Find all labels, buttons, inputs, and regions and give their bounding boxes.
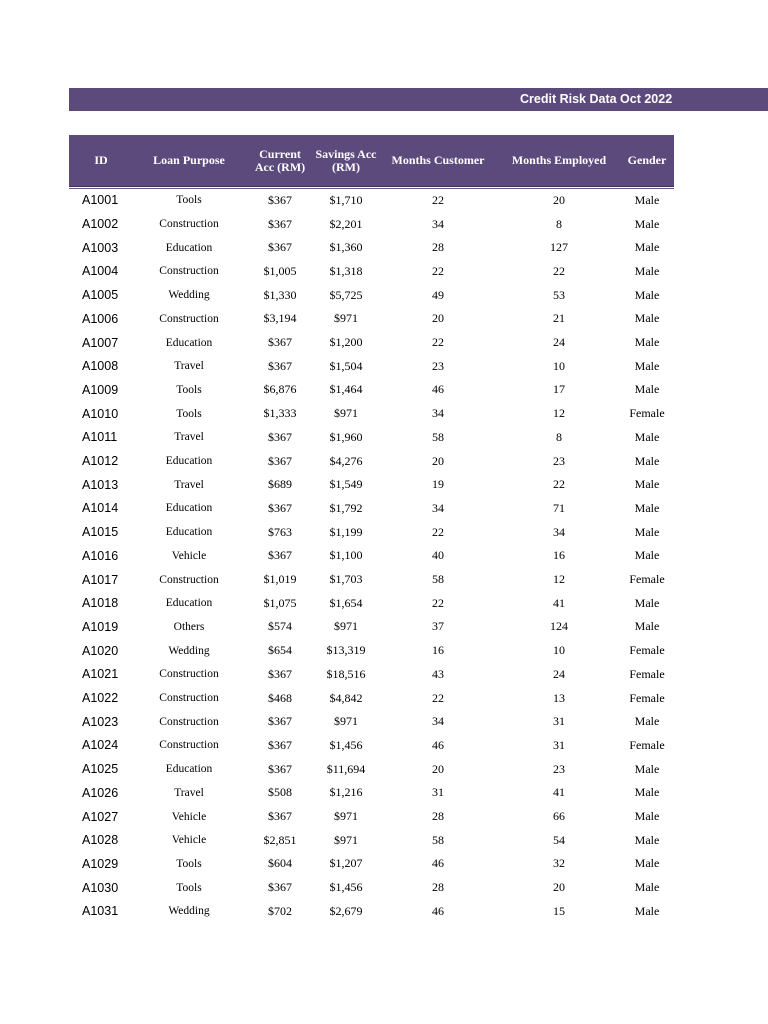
cell-months-customer: 16 xyxy=(432,643,444,658)
cell-gender: Male xyxy=(634,903,660,918)
cell-loan-purpose: Travel xyxy=(174,478,204,491)
cell-months-customer: 28 xyxy=(432,240,444,255)
table-row[interactable] xyxy=(69,591,674,615)
cell-current-acc: $367 xyxy=(268,453,292,468)
cell-months-employed: 22 xyxy=(553,477,565,492)
cell-id: A1024 xyxy=(82,738,119,753)
cell-months-customer: 46 xyxy=(432,382,444,397)
cell-current-acc: $468 xyxy=(268,690,292,705)
cell-current-acc: $1,333 xyxy=(263,406,297,421)
cell-months-employed: 31 xyxy=(553,737,565,752)
cell-gender: Male xyxy=(634,382,660,397)
cell-savings-acc: $971 xyxy=(334,809,358,824)
cell-months-employed: 20 xyxy=(553,192,565,207)
column-header-gender[interactable]: Gender xyxy=(627,153,667,167)
cell-loan-purpose: Construction xyxy=(159,312,219,325)
cell-months-customer: 46 xyxy=(432,737,444,752)
column-header-id[interactable]: ID xyxy=(94,153,108,167)
cell-months-employed: 8 xyxy=(556,429,562,444)
cell-loan-purpose: Construction xyxy=(159,739,219,752)
cell-months-customer: 46 xyxy=(432,903,444,918)
cell-loan-purpose: Vehicle xyxy=(171,834,207,847)
cell-savings-acc: $1,216 xyxy=(329,785,363,800)
cell-months-employed: 34 xyxy=(553,524,565,539)
title-bar xyxy=(69,88,768,111)
cell-months-employed: 41 xyxy=(553,785,565,800)
cell-current-acc: $508 xyxy=(268,785,292,800)
cell-gender: Male xyxy=(634,500,660,515)
cell-loan-purpose: Construction xyxy=(159,715,219,728)
cell-months-employed: 41 xyxy=(553,595,565,610)
cell-savings-acc: $1,710 xyxy=(329,192,363,207)
cell-savings-acc: $1,200 xyxy=(329,335,363,350)
cell-current-acc: $367 xyxy=(268,216,292,231)
cell-months-customer: 58 xyxy=(432,429,444,444)
cell-loan-purpose: Construction xyxy=(159,265,219,278)
cell-loan-purpose: Wedding xyxy=(168,644,210,657)
cell-savings-acc: $971 xyxy=(334,832,358,847)
cell-months-employed: 54 xyxy=(553,832,565,847)
cell-months-employed: 23 xyxy=(553,761,565,776)
cell-id: A1019 xyxy=(82,619,119,634)
cell-loan-purpose: Education xyxy=(165,597,213,610)
cell-current-acc: $367 xyxy=(268,761,292,776)
cell-id: A1001 xyxy=(82,193,119,208)
cell-current-acc: $367 xyxy=(268,240,292,255)
cell-months-customer: 20 xyxy=(432,311,444,326)
cell-current-acc: $1,019 xyxy=(263,572,297,587)
table-row[interactable] xyxy=(69,781,674,805)
cell-current-acc: $702 xyxy=(268,903,292,918)
cell-loan-purpose: Education xyxy=(165,241,213,254)
cell-loan-purpose: Education xyxy=(165,526,213,539)
cell-savings-acc: $1,456 xyxy=(329,880,363,895)
cell-months-employed: 71 xyxy=(553,500,565,515)
cell-current-acc: $763 xyxy=(268,524,292,539)
cell-months-customer: 31 xyxy=(432,785,444,800)
cell-id: A1007 xyxy=(82,335,119,350)
cell-current-acc: $3,194 xyxy=(263,311,297,326)
cell-savings-acc: $971 xyxy=(334,406,358,421)
cell-savings-acc: $1,960 xyxy=(329,429,363,444)
cell-months-employed: 124 xyxy=(550,619,568,634)
table-row[interactable] xyxy=(69,497,674,521)
cell-id: A1026 xyxy=(82,785,119,800)
cell-current-acc: $367 xyxy=(268,666,292,681)
cell-months-customer: 43 xyxy=(432,666,444,681)
cell-savings-acc: $1,792 xyxy=(329,500,363,515)
cell-current-acc: $367 xyxy=(268,737,292,752)
cell-gender: Female xyxy=(629,572,665,587)
cell-id: A1029 xyxy=(82,856,119,871)
cell-current-acc: $1,005 xyxy=(263,263,297,278)
cell-gender: Male xyxy=(634,216,660,231)
table-row[interactable] xyxy=(69,828,674,852)
table-row[interactable] xyxy=(69,283,674,307)
cell-gender: Male xyxy=(634,856,660,871)
cell-loan-purpose: Education xyxy=(165,502,213,515)
cell-gender: Female xyxy=(629,643,665,658)
cell-months-employed: 22 xyxy=(553,263,565,278)
cell-loan-purpose: Tools xyxy=(176,383,202,396)
cell-loan-purpose: Wedding xyxy=(168,905,210,918)
cell-savings-acc: $4,842 xyxy=(329,690,363,705)
cell-months-customer: 22 xyxy=(432,690,444,705)
cell-months-customer: 22 xyxy=(432,263,444,278)
cell-id: A1012 xyxy=(82,454,119,469)
cell-months-customer: 22 xyxy=(432,192,444,207)
cell-months-employed: 31 xyxy=(553,714,565,729)
cell-current-acc: $2,851 xyxy=(263,832,297,847)
cell-id: A1028 xyxy=(82,833,119,848)
cell-gender: Male xyxy=(634,880,660,895)
cell-gender: Male xyxy=(634,453,660,468)
cell-id: A1022 xyxy=(82,691,119,706)
cell-gender: Male xyxy=(634,287,660,302)
cell-loan-purpose: Travel xyxy=(174,360,204,373)
cell-gender: Male xyxy=(634,429,660,444)
cell-gender: Male xyxy=(634,785,660,800)
cell-id: A1025 xyxy=(82,762,119,777)
cell-id: A1010 xyxy=(82,406,119,421)
cell-months-customer: 49 xyxy=(432,287,444,302)
cell-loan-purpose: Vehicle xyxy=(171,549,207,562)
cell-id: A1031 xyxy=(82,904,119,919)
cell-months-employed: 17 xyxy=(553,382,565,397)
cell-loan-purpose: Education xyxy=(165,336,213,349)
cell-gender: Female xyxy=(629,406,665,421)
cell-gender: Male xyxy=(634,335,660,350)
cell-savings-acc: $13,319 xyxy=(326,643,366,658)
cell-months-customer: 19 xyxy=(432,477,444,492)
table-row[interactable] xyxy=(69,307,674,331)
cell-id: A1016 xyxy=(82,548,119,563)
cell-months-customer: 46 xyxy=(432,856,444,871)
cell-months-customer: 58 xyxy=(432,572,444,587)
cell-current-acc: $6,876 xyxy=(263,382,297,397)
column-header-months-customer[interactable]: Months Customer xyxy=(391,153,485,167)
cell-loan-purpose: Construction xyxy=(159,668,219,681)
cell-months-employed: 15 xyxy=(553,903,565,918)
cell-gender: Male xyxy=(634,832,660,847)
cell-loan-purpose: Tools xyxy=(176,881,202,894)
cell-months-customer: 20 xyxy=(432,761,444,776)
cell-months-customer: 22 xyxy=(432,524,444,539)
cell-savings-acc: $1,504 xyxy=(329,358,363,373)
table-row[interactable] xyxy=(69,236,674,260)
cell-months-customer: 20 xyxy=(432,453,444,468)
cell-months-employed: 24 xyxy=(553,666,565,681)
cell-current-acc: $367 xyxy=(268,192,292,207)
table-row[interactable] xyxy=(69,734,674,758)
cell-loan-purpose: Travel xyxy=(174,431,204,444)
cell-gender: Male xyxy=(634,761,660,776)
cell-months-customer: 34 xyxy=(432,216,444,231)
cell-id: A1003 xyxy=(82,240,119,255)
cell-loan-purpose: Education xyxy=(165,763,213,776)
cell-months-employed: 10 xyxy=(553,643,565,658)
table-row[interactable] xyxy=(69,473,674,497)
cell-id: A1006 xyxy=(82,311,119,326)
table-row[interactable] xyxy=(69,900,674,924)
cell-gender: Male xyxy=(634,714,660,729)
table-row[interactable] xyxy=(69,639,674,663)
table-row[interactable] xyxy=(69,663,674,687)
cell-loan-purpose: Others xyxy=(173,620,205,633)
cell-months-customer: 22 xyxy=(432,335,444,350)
cell-savings-acc: $5,725 xyxy=(329,287,363,302)
cell-id: A1027 xyxy=(82,809,119,824)
cell-savings-acc: $1,207 xyxy=(329,856,363,871)
cell-savings-acc: $2,679 xyxy=(329,903,363,918)
cell-months-employed: 12 xyxy=(553,572,565,587)
cell-months-employed: 127 xyxy=(550,240,568,255)
cell-id: A1018 xyxy=(82,596,119,611)
table-row[interactable] xyxy=(69,876,674,900)
cell-savings-acc: $971 xyxy=(334,311,358,326)
cell-current-acc: $367 xyxy=(268,714,292,729)
cell-id: A1023 xyxy=(82,714,119,729)
cell-loan-purpose: Tools xyxy=(176,857,202,870)
cell-current-acc: $367 xyxy=(268,548,292,563)
cell-savings-acc: $1,360 xyxy=(329,240,363,255)
cell-current-acc: $367 xyxy=(268,880,292,895)
cell-months-customer: 37 xyxy=(432,619,444,634)
cell-months-customer: 34 xyxy=(432,406,444,421)
cell-months-employed: 16 xyxy=(553,548,565,563)
cell-loan-purpose: Tools xyxy=(176,194,202,207)
cell-savings-acc: $1,199 xyxy=(329,524,363,539)
cell-id: A1004 xyxy=(82,264,119,279)
cell-loan-purpose: Education xyxy=(165,455,213,468)
cell-current-acc: $654 xyxy=(268,643,292,658)
cell-loan-purpose: Construction xyxy=(159,573,219,586)
cell-gender: Male xyxy=(634,595,660,610)
cell-months-employed: 66 xyxy=(553,809,565,824)
table-row[interactable] xyxy=(69,212,674,236)
cell-savings-acc: $971 xyxy=(334,714,358,729)
cell-gender: Male xyxy=(634,619,660,634)
cell-current-acc: $367 xyxy=(268,429,292,444)
cell-loan-purpose: Wedding xyxy=(168,289,210,302)
cell-gender: Male xyxy=(634,192,660,207)
cell-savings-acc: $1,456 xyxy=(329,737,363,752)
cell-savings-acc: $1,464 xyxy=(329,382,363,397)
table-row[interactable] xyxy=(69,449,674,473)
cell-savings-acc: $2,201 xyxy=(329,216,363,231)
cell-months-employed: 12 xyxy=(553,406,565,421)
cell-savings-acc: $1,100 xyxy=(329,548,363,563)
cell-loan-purpose: Tools xyxy=(176,407,202,420)
cell-current-acc: $367 xyxy=(268,500,292,515)
cell-loan-purpose: Construction xyxy=(159,218,219,231)
cell-gender: Male xyxy=(634,477,660,492)
cell-savings-acc: $4,276 xyxy=(329,453,363,468)
cell-loan-purpose: Vehicle xyxy=(171,810,207,823)
column-header-loan-purpose[interactable]: Loan Purpose xyxy=(153,153,225,167)
cell-months-customer: 23 xyxy=(432,358,444,373)
cell-savings-acc: $1,549 xyxy=(329,477,363,492)
cell-current-acc: $367 xyxy=(268,809,292,824)
cell-current-acc: $367 xyxy=(268,358,292,373)
table-row[interactable] xyxy=(69,260,674,284)
cell-gender: Female xyxy=(629,690,665,705)
cell-current-acc: $367 xyxy=(268,335,292,350)
cell-months-customer: 22 xyxy=(432,595,444,610)
cell-id: A1014 xyxy=(82,501,119,516)
table-row[interactable] xyxy=(69,402,674,426)
table-row[interactable] xyxy=(69,189,674,213)
cell-months-customer: 34 xyxy=(432,500,444,515)
cell-gender: Male xyxy=(634,263,660,278)
cell-id: A1013 xyxy=(82,477,119,492)
table-row[interactable] xyxy=(69,852,674,876)
column-header-current-acc[interactable]: Current Acc (RM) xyxy=(254,146,306,174)
cell-months-customer: 34 xyxy=(432,714,444,729)
table-row[interactable] xyxy=(69,354,674,378)
cell-months-employed: 13 xyxy=(553,690,565,705)
cell-gender: Male xyxy=(634,548,660,563)
cell-loan-purpose: Construction xyxy=(159,692,219,705)
cell-id: A1008 xyxy=(82,359,119,374)
cell-current-acc: $1,330 xyxy=(263,287,297,302)
cell-months-employed: 32 xyxy=(553,856,565,871)
table-row[interactable] xyxy=(69,686,674,710)
cell-months-customer: 40 xyxy=(432,548,444,563)
cell-months-employed: 8 xyxy=(556,216,562,231)
cell-gender: Male xyxy=(634,358,660,373)
table-row[interactable] xyxy=(69,710,674,734)
cell-months-employed: 21 xyxy=(553,311,565,326)
cell-savings-acc: $11,694 xyxy=(326,761,366,776)
table-row[interactable] xyxy=(69,331,674,355)
cell-id: A1005 xyxy=(82,288,119,303)
cell-gender: Female xyxy=(629,737,665,752)
cell-id: A1002 xyxy=(82,217,119,232)
cell-current-acc: $574 xyxy=(268,619,292,634)
cell-id: A1020 xyxy=(82,643,119,658)
cell-months-customer: 58 xyxy=(432,832,444,847)
cell-loan-purpose: Travel xyxy=(174,786,204,799)
cell-months-customer: 28 xyxy=(432,809,444,824)
table-row[interactable] xyxy=(69,568,674,592)
cell-gender: Male xyxy=(634,240,660,255)
cell-gender: Male xyxy=(634,311,660,326)
cell-id: A1021 xyxy=(82,667,119,682)
cell-months-employed: 24 xyxy=(553,335,565,350)
cell-months-employed: 53 xyxy=(553,287,565,302)
cell-savings-acc: $971 xyxy=(334,619,358,634)
table-row[interactable] xyxy=(69,520,674,544)
sheet-title: Credit Risk Data Oct 2022 xyxy=(520,92,673,106)
table-row[interactable] xyxy=(69,615,674,639)
cell-id: A1017 xyxy=(82,572,119,587)
cell-id: A1009 xyxy=(82,382,119,397)
table-row[interactable] xyxy=(69,426,674,450)
cell-savings-acc: $1,703 xyxy=(329,572,363,587)
cell-id: A1015 xyxy=(82,525,119,540)
cell-months-employed: 20 xyxy=(553,880,565,895)
cell-gender: Male xyxy=(634,809,660,824)
cell-id: A1011 xyxy=(82,430,118,445)
cell-months-employed: 23 xyxy=(553,453,565,468)
table-row[interactable] xyxy=(69,757,674,781)
cell-current-acc: $689 xyxy=(268,477,292,492)
cell-savings-acc: $1,318 xyxy=(329,263,363,278)
table-row[interactable] xyxy=(69,378,674,402)
table-row[interactable] xyxy=(69,805,674,829)
cell-id: A1030 xyxy=(82,880,119,895)
column-header-months-employed[interactable]: Months Employed xyxy=(511,153,607,167)
cell-gender: Male xyxy=(634,524,660,539)
cell-gender: Female xyxy=(629,666,665,681)
table-row[interactable] xyxy=(69,544,674,568)
cell-savings-acc: $1,654 xyxy=(329,595,363,610)
cell-current-acc: $604 xyxy=(268,856,292,871)
cell-savings-acc: $18,516 xyxy=(326,666,366,681)
cell-months-employed: 10 xyxy=(553,358,565,373)
cell-current-acc: $1,075 xyxy=(263,595,297,610)
cell-months-customer: 28 xyxy=(432,880,444,895)
column-header-savings-acc[interactable]: Savings Acc (RM) xyxy=(315,146,377,174)
